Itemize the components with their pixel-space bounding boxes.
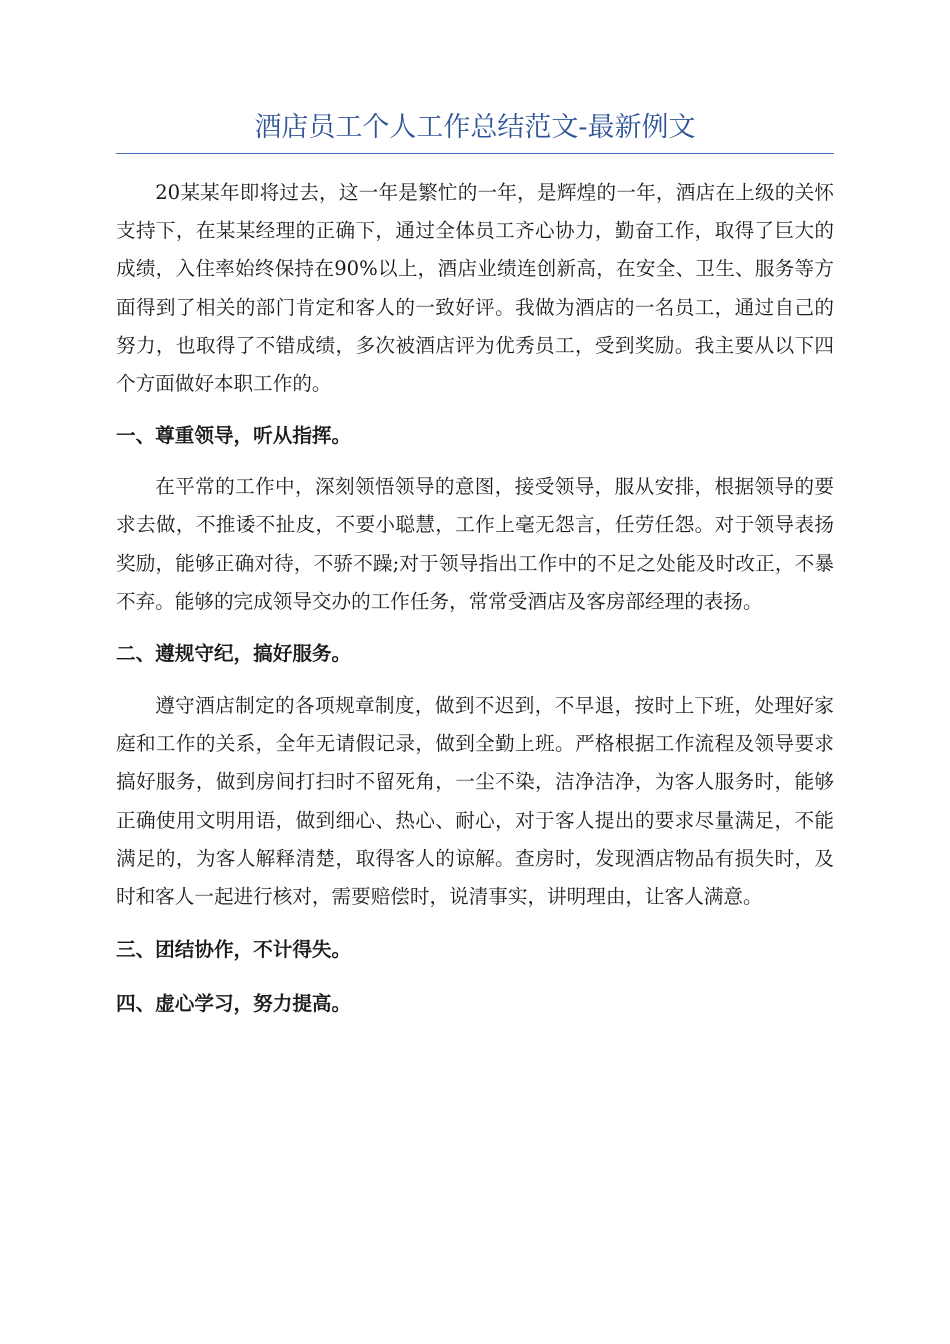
document-body xyxy=(116,108,834,1023)
section-heading-4: 四、虚心学习，努力提高。 xyxy=(116,992,352,1016)
intro-paragraph: 20某某年即将过去，这一年是繁忙的一年，是辉煌的一年，酒店在上级的关怀支持下，在某某经理的正确下，通过全体员工齐心协力，勤奋工作，取得了巨大的成绩，入住率始终保持在90%以上，酒店业绩连创新高，在安全、卫生、服务等方面得到了相关的部门肯定和客人的一致好评。我做为酒店的一名员工，通过自己的努力，也取得了不错成绩，多次被酒店评为优秀员工，受到奖励。我主要从以下四个方面做好本职工作的。 xyxy=(116,181,834,396)
document-title: 酒店员工个人工作总结范文-最新例文 xyxy=(116,108,834,154)
section-2-paragraph: 遵守酒店制定的各项规章制度，做到不迟到，不早退，按时上下班，处理好家庭和工作的关系，全年无请假记录，做到全勤上班。严格根据工作流程及领导要求搞好服务，做到房间打扫时不留死角，一尘不染，洁净洁净，为客人服务时，能够正确使用文明用语，做到细心、热心、耐心，对于客人提出的要求尽量满足，不能满足的，为客人解释清楚，取得客人的谅解。查房时，发现酒店物品有损失时，及时和客人一起进行核对，需要赔偿时，说清事实，讲明理由，让客人满意。 xyxy=(116,694,834,909)
section-heading-3: 三、团结协作，不计得失。 xyxy=(116,938,352,962)
section-1-paragraph: 在平常的工作中，深刻领悟领导的意图，接受领导，服从安排，根据领导的要求去做，不推诿不扯皮，不要小聪慧，工作上毫无怨言，任劳任怨。对于领导表扬奖励，能够正确对待，不骄不躁;对于领导指出工作中的不足之处能及时改正，不暴不弃。能够的完成领导交办的工作任务，常常受酒店及客房部经理的表扬。 xyxy=(116,475,834,613)
section-heading-1: 一、尊重领导，听从指挥。 xyxy=(116,424,352,448)
section-heading-2: 二、遵规守纪，搞好服务。 xyxy=(116,642,352,666)
